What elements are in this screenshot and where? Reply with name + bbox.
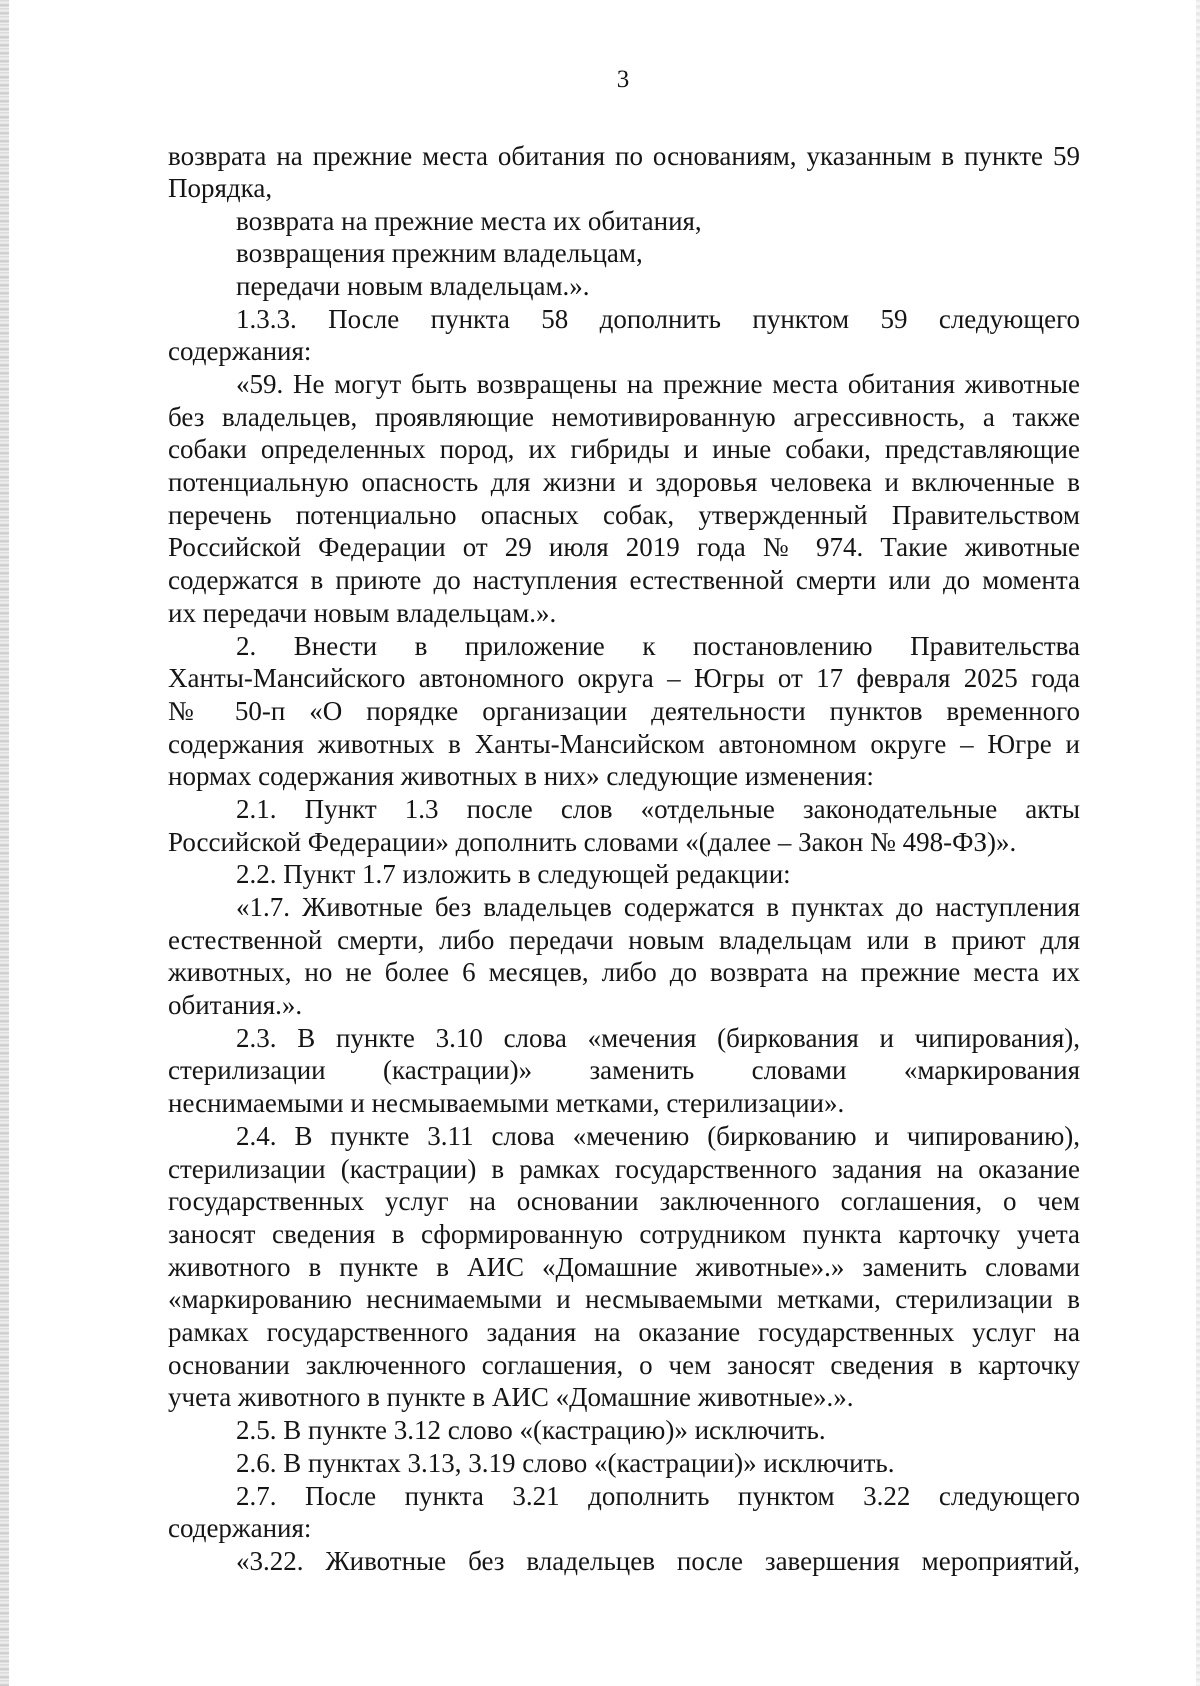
text-line: Порядка, (168, 173, 273, 203)
text-line: «3.22. Животные без владельцев после завершения мероприятий, (236, 1546, 1080, 1576)
text-line: собаки определенных пород, их гибриды и иные собаки, представляющие (168, 434, 1080, 464)
text-line: перечень потенциально опасных собак, утвержденный Правительством (168, 500, 1080, 530)
text-line: «59. Не могут быть возвращены на прежние места обитания животные (236, 369, 1080, 399)
text-line: потенциальную опасность для жизни и здоровья человека и включенные в (168, 467, 1080, 497)
text-line: Ханты-Мансийского автономного округа – Югры от 17 февраля 2025 года (168, 663, 1080, 693)
text-line: возвращения прежним владельцам, (236, 238, 643, 268)
text-line: 2. Внести в приложение к постановлению Правительства (236, 631, 1080, 661)
text-line: 2.7. После пункта 3.21 дополнить пунктом 3.22 следующего (236, 1481, 1080, 1511)
text-line: рамках государственного задания на оказание государственных услуг на (168, 1317, 1080, 1347)
text-line: заносят сведения в сформированную сотрудником пункта карточку учета (168, 1219, 1080, 1249)
text-line: «маркированию неснимаемыми и несмываемыми метками, стерилизации в (168, 1284, 1080, 1314)
text-line: 2.4. В пункте 3.11 слова «мечению (биркованию и чипированию), (236, 1121, 1080, 1151)
text-line: содержания: (168, 336, 312, 366)
text-line: Российской Федерации от 29 июля 2019 года № 974. Такие животные (168, 532, 1080, 562)
text-line: обитания.». (168, 990, 303, 1020)
text-line: возврата на прежние места обитания по основаниям, указанным в пункте 59 (168, 141, 1080, 171)
text-line: стерилизации (кастрации)» заменить словами «маркирования (168, 1055, 1080, 1085)
text-line: содержания животных в Ханты-Мансийском автономном округе – Югре и (168, 729, 1080, 759)
text-line: содержания: (168, 1513, 312, 1543)
text-line: 2.5. В пункте 3.12 слово «(кастрацию)» исключить. (236, 1415, 826, 1445)
text-line: без владельцев, проявляющие немотивированную агрессивность, а также (168, 402, 1080, 432)
text-line: «1.7. Животные без владельцев содержатся в пунктах до наступления (236, 892, 1080, 922)
text-line: естественной смерти, либо передачи новым владельцам или в приют для (168, 925, 1080, 955)
page-number: 3 (616, 66, 630, 93)
text-line: учета животного в пункте в АИС «Домашние животные».». (168, 1382, 854, 1412)
text-line: Российской Федерации» дополнить словами «(далее – Закон № 498-ФЗ)». (168, 827, 1017, 857)
text-line: № 50-п «О порядке организации деятельности пунктов временного (168, 696, 1080, 726)
text-line: неснимаемыми и несмываемыми метками, стерилизации». (168, 1088, 845, 1118)
text-line: 2.2. Пункт 1.7 изложить в следующей редакции: (236, 859, 791, 889)
text-line: 2.6. В пунктах 3.13, 3.19 слово «(кастрации)» исключить. (236, 1448, 895, 1478)
text-line: 1.3.3. После пункта 58 дополнить пунктом 59 следующего (236, 304, 1080, 334)
text-line: 2.1. Пункт 1.3 после слов «отдельные законодательные акты (236, 794, 1080, 824)
text-line: государственных услуг на основании заключенного соглашения, о чем (168, 1186, 1080, 1216)
text-line: их передачи новым владельцам.». (168, 598, 557, 628)
text-line: животного в пункте в АИС «Домашние животные».» заменить словами (168, 1252, 1080, 1282)
text-line: стерилизации (кастрации) в рамках государственного задания на оказание (168, 1154, 1080, 1184)
scan-edge-right (1196, 0, 1200, 1686)
scan-edge-left (0, 0, 9, 1686)
text-line: животных, но не более 6 месяцев, либо до возврата на прежние места их (168, 957, 1080, 987)
text-line: основании заключенного соглашения, о чем заносят сведения в карточку (168, 1350, 1080, 1380)
text-line: нормах содержания животных в них» следующие изменения: (168, 761, 874, 791)
text-line: возврата на прежние места их обитания, (236, 206, 702, 236)
text-line: 2.3. В пункте 3.10 слова «мечения (биркования и чипирования), (236, 1023, 1080, 1053)
text-line: передачи новым владельцам.». (236, 271, 590, 301)
text-line: содержатся в приюте до наступления естественной смерти или до момента (168, 565, 1080, 595)
